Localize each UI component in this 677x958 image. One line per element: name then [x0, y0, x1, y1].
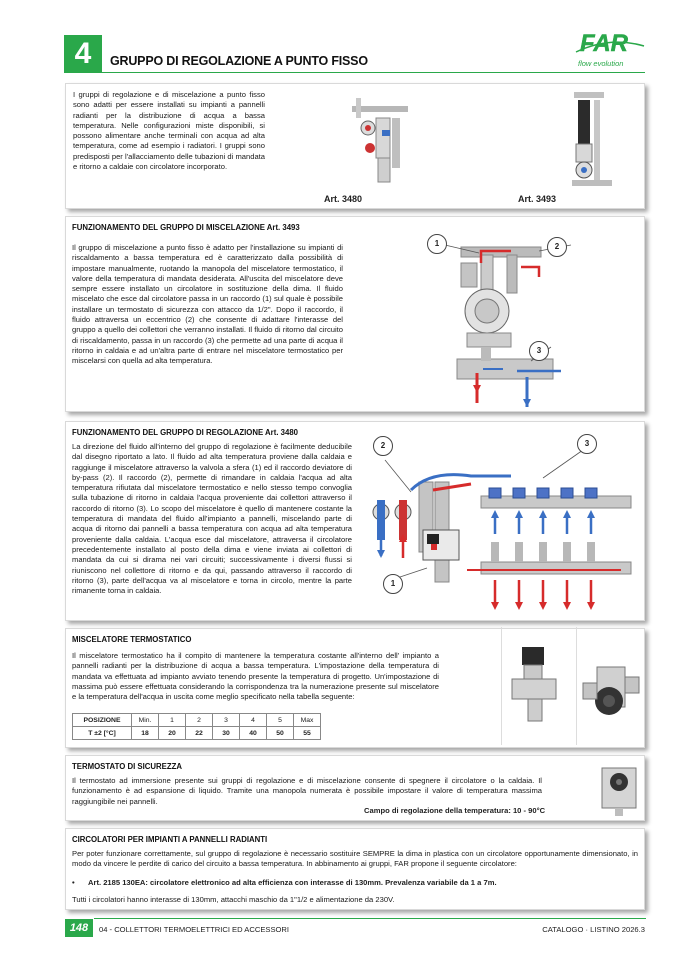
far-logo-tagline: flow evolution — [578, 59, 624, 68]
table-cell: 40 — [240, 727, 267, 740]
intro-text: I gruppi di regolazione e di miscelazione a punto fisso sono adatti per essere installati su impianti a pannelli radianti per la distribuzione di acqua a bassa temperatura. Nelle configurazioni miste disponibili, si possono alimentare anche terminali con acqua ad alta temperatura, come ad esempio i radiatori. I gruppi sono predisposti per l'allacciamento delle tubazioni di mandata e ritorno a caldaie con circolatore incorporato. — [73, 90, 265, 172]
footer-right-text: CATALOGO · LISTINO 2026.3 — [542, 925, 645, 934]
table-cell: 22 — [186, 727, 213, 740]
mixer-image-1 — [501, 627, 572, 745]
miscelazione-panel — [65, 216, 645, 412]
table-cell: 18 — [132, 727, 159, 740]
page-number: 148 — [65, 919, 93, 937]
callout-1: 1 — [427, 234, 447, 254]
table-cell: Min. — [132, 714, 159, 727]
callout-1: 1 — [383, 574, 403, 594]
callout-2: 2 — [547, 237, 567, 257]
table-row-label: T ±2 [°C] — [73, 727, 132, 740]
termostatico-title: MISCELATORE TERMOSTATICO — [72, 635, 192, 644]
callout-2: 2 — [373, 436, 393, 456]
product-image-art-3480 — [346, 88, 416, 188]
sicurezza-panel — [65, 755, 645, 821]
bullet-icon: • — [72, 878, 75, 887]
table-cell: Max — [294, 714, 321, 727]
sicurezza-title: TERMOSTATO DI SICUREZZA — [72, 762, 183, 771]
table-cell: 20 — [159, 727, 186, 740]
table-cell: 1 — [159, 714, 186, 727]
bullet-text: Art. 2185 130EA: circolatore elettronico ad alta efficienza con interasse di 130mm. Prevalenza variabile da 1 a 7m. — [88, 878, 497, 887]
termostatico-text: Il miscelatore termostatico ha il compito di mantenere la temperatura costante all'interno dell' impianto a pannelli radianti per la distribuzione di acqua a bassa temperatura. L'impostazione della temperatura di mandata va effettuata ad impianto avviato tenendo presente la temperatura di progetto. Un'impostazione di massima può essere effettuata considerando la corrispondenza tra la numerazione presente sul miscelatore e la temperatura dell'acqua in uscita come meglio specificato nella tabella seguente: — [72, 651, 439, 702]
regolazione-panel — [65, 421, 645, 621]
sicurezza-text: Il termostato ad immersione presente sui gruppi di regolazione e di miscelazione consente di spegnere il circolatore o la caldaia. Il funzionamento è ad espansione di liquido. Tramite una manopola numerata è possibile impostare il valore di temperatura massima raggiungibile nei pannelli. — [72, 776, 542, 806]
regolazione-diagram — [371, 430, 637, 616]
table-row-label: POSIZIONE — [73, 714, 132, 727]
art-3493-label: Art. 3493 — [518, 194, 557, 204]
art-3480-label: Art. 3480 — [324, 194, 363, 204]
table-cell: 30 — [213, 727, 240, 740]
table-cell: 3 — [213, 714, 240, 727]
footer-left-text: 04 - COLLETTORI TERMOELETTRICI ED ACCESSORI — [99, 925, 290, 934]
position-table — [72, 713, 321, 740]
miscelazione-diagram — [421, 223, 581, 409]
miscelazione-title: FUNZIONAMENTO DEL GRUPPO DI MISCELAZIONE Art. 3493 — [72, 223, 300, 232]
circolatori-text: Per poter funzionare correttamente, sul gruppo di regolazione è necessario sostituire SEMPRE la dima in plastica con un circolatore opportunamente dimensionato, in modo da vincere le perdite di carico del circuito a bassa temperatura. In abbinamento ai gruppi, FAR propone il seguente circolatore: — [72, 849, 638, 869]
section-number-badge: 4 — [64, 35, 102, 73]
product-image-art-3493 — [554, 88, 614, 192]
far-logo — [574, 30, 646, 70]
table-cell: 5 — [267, 714, 294, 727]
thermostat-image — [596, 758, 642, 818]
circolatori-title: CIRCOLATORI PER IMPIANTI A PANNELLI RADIANTI — [72, 835, 268, 844]
table-cell: 55 — [294, 727, 321, 740]
termostatico-panel — [65, 628, 645, 748]
table-cell: 2 — [186, 714, 213, 727]
title-underline — [102, 72, 645, 73]
table-cell: 50 — [267, 727, 294, 740]
regolazione-title: FUNZIONAMENTO DEL GRUPPO DI REGOLAZIONE Art. 3480 — [72, 428, 298, 437]
regolazione-text: La direzione del fluido all'interno del gruppo di regolazione è facilmente deducibile dal disegno riportato a lato. Il fluido ad alta temperatura proviene dalla caldaia e raggiunge il miscelatore attraverso la valvola a sfera (1) ed il raccordo deviatore di by-pass (2). Il raccordo (2), permette di rimandare in caldaia l'acqua ad alta temperatura rifiutata dal miscelatore termostatico e nello stesso tempo convoglia sulla tubazione di ritorno in caldaia l'acqua proveniente dai collettori attraverso il raccordo di ritorno (3). Lo scopo del miscelatore è quello di mantenere costante la temperatura di mandata del fluido all'impianto a pannelli, miscelando parte di acqua di ritorno dai pannelli a bassa temperatura con acqua ad alta temperatura proveniente dalla caldaia. L'acqua esce dal miscelatore, attraversa il circolatore precedentemente installato al posto della dima e viene inviata ai collettori di mandata da cui si dirama nei vari circuiti; successivamente i diversi flussi si riuniscono nel collettore di ritorno e da qui, passando attraverso il raccordo di ritorno (3), parte dell'acqua va al miscelatore e torna in circolo, mentre la parte rimanente torna in caldaia. — [72, 442, 352, 596]
table-cell: 4 — [240, 714, 267, 727]
callout-3: 3 — [529, 341, 549, 361]
page-title: GRUPPO DI REGOLAZIONE A PUNTO FISSO — [110, 54, 368, 68]
callout-3: 3 — [577, 434, 597, 454]
circolatori-panel — [65, 828, 645, 910]
circolatori-bullet — [72, 878, 497, 887]
footer-rule — [94, 918, 646, 919]
intro-panel — [65, 83, 645, 209]
sicurezza-range: Campo di regolazione della temperatura: 10 - 90°C — [364, 806, 546, 815]
far-logo-text: FAR — [580, 30, 628, 57]
circolatori-footer: Tutti i circolatori hanno interasse di 130mm, attacchi maschio da 1"1/2 e alimentazione da 230V. — [72, 895, 395, 904]
miscelazione-text: Il gruppo di miscelazione a punto fisso è adatto per l'installazione su impianti di riscaldamento a bassa temperatura ed è caratterizzato dalla possibilità di impostare manualmente, ruotando la manopola del miscelatore termostatico, il valore della temperatura di mandata desiderata. All'uscita del miscelatore deve sempre essere installato un circolatore in sostituzione della dima. Il fluido miscelato che esce dal circolatore passa in un raccordo (1) sul quale è possibile installare un termostato di sicurezza con attacco da 1/2". Dopo il raccordo, il fluido attraversa un eccentrico (2) che consente di adattare l'interasse del gruppo a quello dei collettori che verranno installati. Il fluido di ritorno dal circuito di riscaldamento, passa in un raccordo (3) che permette ad una parte di acqua il ritorno in caldaia e ad un'altra parte di entrare nel miscelatore termostatico per miscelarsi con quella ad alta temperatura. — [72, 243, 343, 366]
mixer-image-2 — [576, 627, 643, 745]
